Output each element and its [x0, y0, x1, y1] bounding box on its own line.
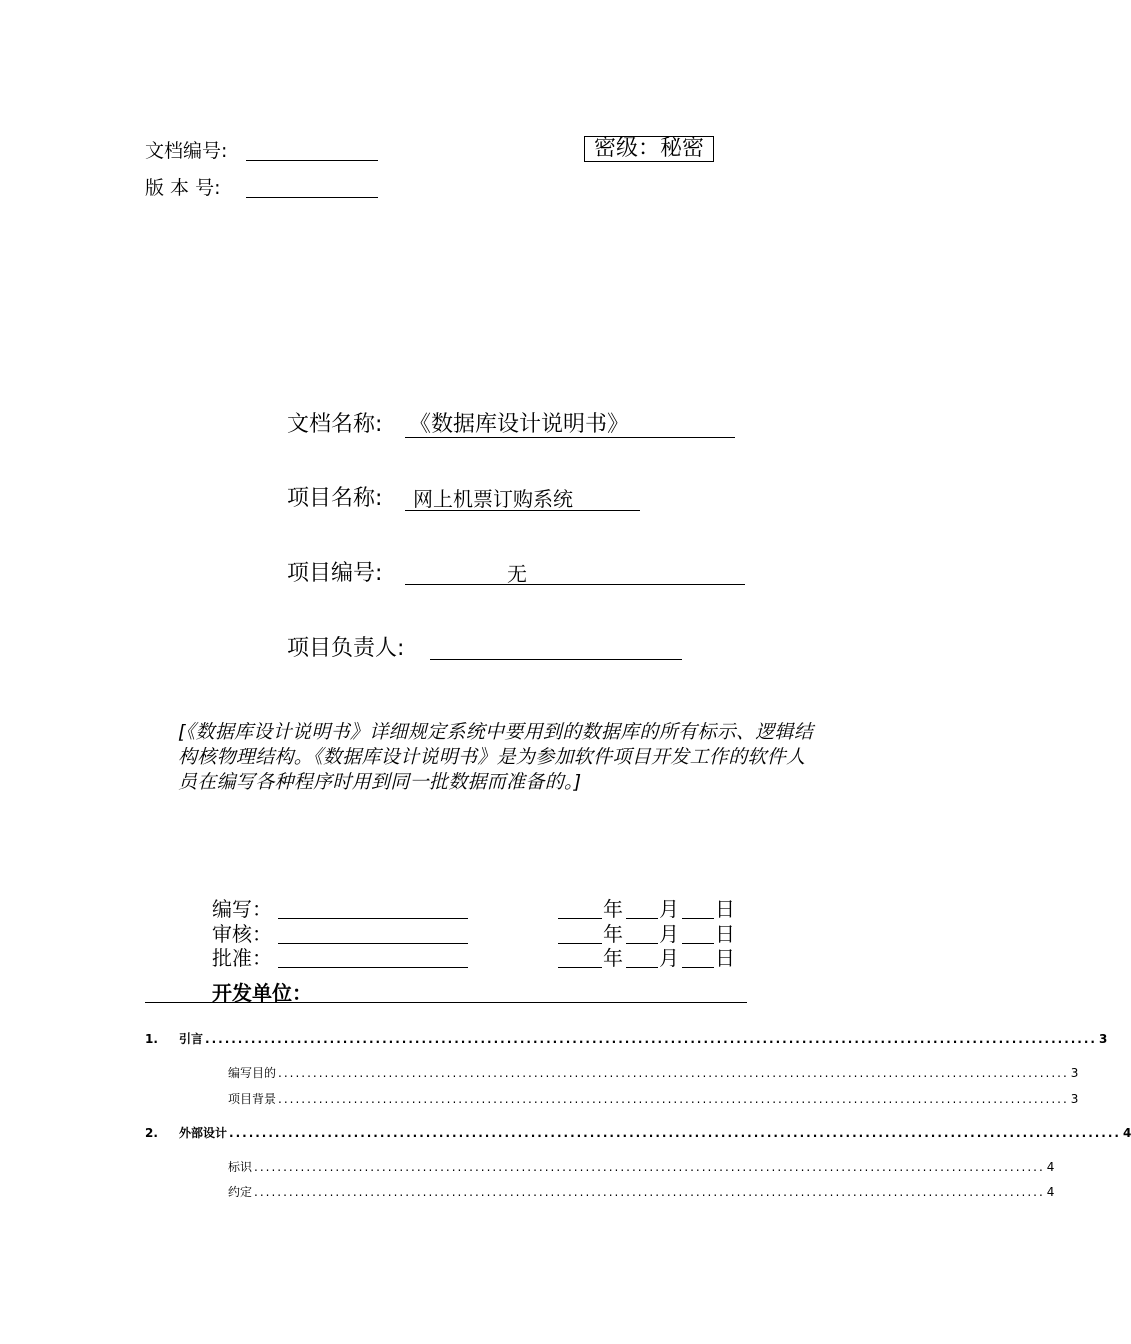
toc-leader-dots: ........................................................................................................................................ — [278, 1092, 1069, 1106]
toc-entry-page: 4 — [1046, 1160, 1055, 1174]
toc-entry[interactable] — [145, 1121, 1131, 1141]
signoff-approve-label: 批准： — [212, 946, 272, 970]
toc-entry-page: 3 — [1070, 1092, 1079, 1106]
toc-leader-dots: ........................................................................................................................................ — [205, 1032, 1097, 1046]
signoff-review-year-label: 年 — [603, 922, 623, 946]
signoff-approve-field[interactable] — [278, 946, 468, 968]
signoff-review-day-field[interactable] — [682, 922, 714, 944]
project-no-field[interactable] — [405, 559, 745, 585]
doc-number-field[interactable] — [246, 142, 378, 161]
signoff-review-month-label: 月 — [659, 922, 679, 946]
toc-entry[interactable] — [145, 1061, 1079, 1081]
owner-label: 项目负责人: — [287, 636, 405, 661]
signoff-review-year-field[interactable] — [558, 922, 602, 944]
signoff-review-label: 审核： — [212, 922, 272, 946]
signoff-approve-day-field[interactable] — [682, 946, 714, 968]
signoff-approve-year-field[interactable] — [558, 946, 602, 968]
owner-field[interactable] — [430, 634, 682, 660]
toc-leader-dots: ........................................................................................................................................ — [229, 1126, 1121, 1140]
toc-entry-number: 2. — [145, 1126, 158, 1140]
signoff-author-year-label: 年 — [603, 897, 623, 921]
project-name-field[interactable] — [405, 484, 640, 511]
toc-entry-number: 1. — [145, 1032, 158, 1046]
toc-entry-page: 3 — [1098, 1032, 1108, 1046]
classification-box: 密级：秘密 — [584, 136, 714, 162]
doc-number-label: 文档编号: — [145, 140, 228, 162]
toc-entry-title: 外部设计 — [179, 1126, 228, 1140]
project-no-label: 项目编号: — [287, 561, 383, 586]
toc-entry-title: 约定 — [228, 1185, 253, 1199]
signoff-author-year-field[interactable] — [558, 897, 602, 919]
doc-name-value: 《数据库设计说明书》 — [409, 412, 630, 437]
toc-entry-title: 编写目的 — [228, 1066, 277, 1080]
version-label: 版 本 号: — [145, 177, 221, 199]
signoff-approve-year-label: 年 — [603, 946, 623, 970]
toc-entry-title: 标识 — [228, 1160, 253, 1174]
signoff-approve-day-label: 日 — [715, 946, 735, 970]
dev-unit-label: 开发单位： — [212, 981, 312, 1005]
signoff-author-day-label: 日 — [715, 897, 735, 921]
signoff-author-day-field[interactable] — [682, 897, 714, 919]
signoff-review-field[interactable] — [278, 922, 468, 944]
version-field[interactable] — [246, 180, 378, 198]
signoff-review-month-field[interactable] — [626, 922, 658, 944]
signoff-author-month-field[interactable] — [626, 897, 658, 919]
signoff-author-month-label: 月 — [659, 897, 679, 921]
project-no-value: 无 — [507, 562, 527, 586]
signoff-review-day-label: 日 — [715, 922, 735, 946]
toc-entry[interactable] — [145, 1087, 1079, 1107]
toc-entry-page: 4 — [1122, 1126, 1131, 1140]
project-name-value: 网上机票订购系统 — [413, 487, 573, 511]
signoff-approve-month-label: 月 — [659, 946, 679, 970]
signoff-author-label: 编写： — [212, 897, 272, 921]
signoff-approve-month-field[interactable] — [626, 946, 658, 968]
toc-entry[interactable] — [145, 1027, 1108, 1047]
project-name-label: 项目名称: — [287, 486, 383, 511]
signoff-author-field[interactable] — [278, 897, 468, 919]
toc-leader-dots: ........................................................................................................................................ — [278, 1066, 1069, 1080]
toc-entry[interactable] — [145, 1155, 1055, 1175]
doc-name-label: 文档名称: — [287, 412, 383, 437]
doc-name-field[interactable] — [405, 410, 735, 438]
toc-entry-page: 3 — [1070, 1066, 1079, 1080]
toc-entry-title: 项目背景 — [228, 1092, 277, 1106]
toc-leader-dots: ........................................................................................................................................ — [254, 1185, 1045, 1199]
toc-entry-title: 引言 — [179, 1032, 204, 1046]
toc-leader-dots: ........................................................................................................................................ — [254, 1160, 1045, 1174]
intro-paragraph: [《数据库设计说明书》详细规定系统中要用到的数据库的所有标示、逻辑结构核物理结构。《数据库设计说明书》是为参加软件项目开发工作的软件人员在编写各种程序时用到同一批数据而准备的。] — [178, 721, 814, 793]
toc-entry-page: 4 — [1046, 1185, 1055, 1199]
toc-entry[interactable] — [145, 1180, 1055, 1200]
